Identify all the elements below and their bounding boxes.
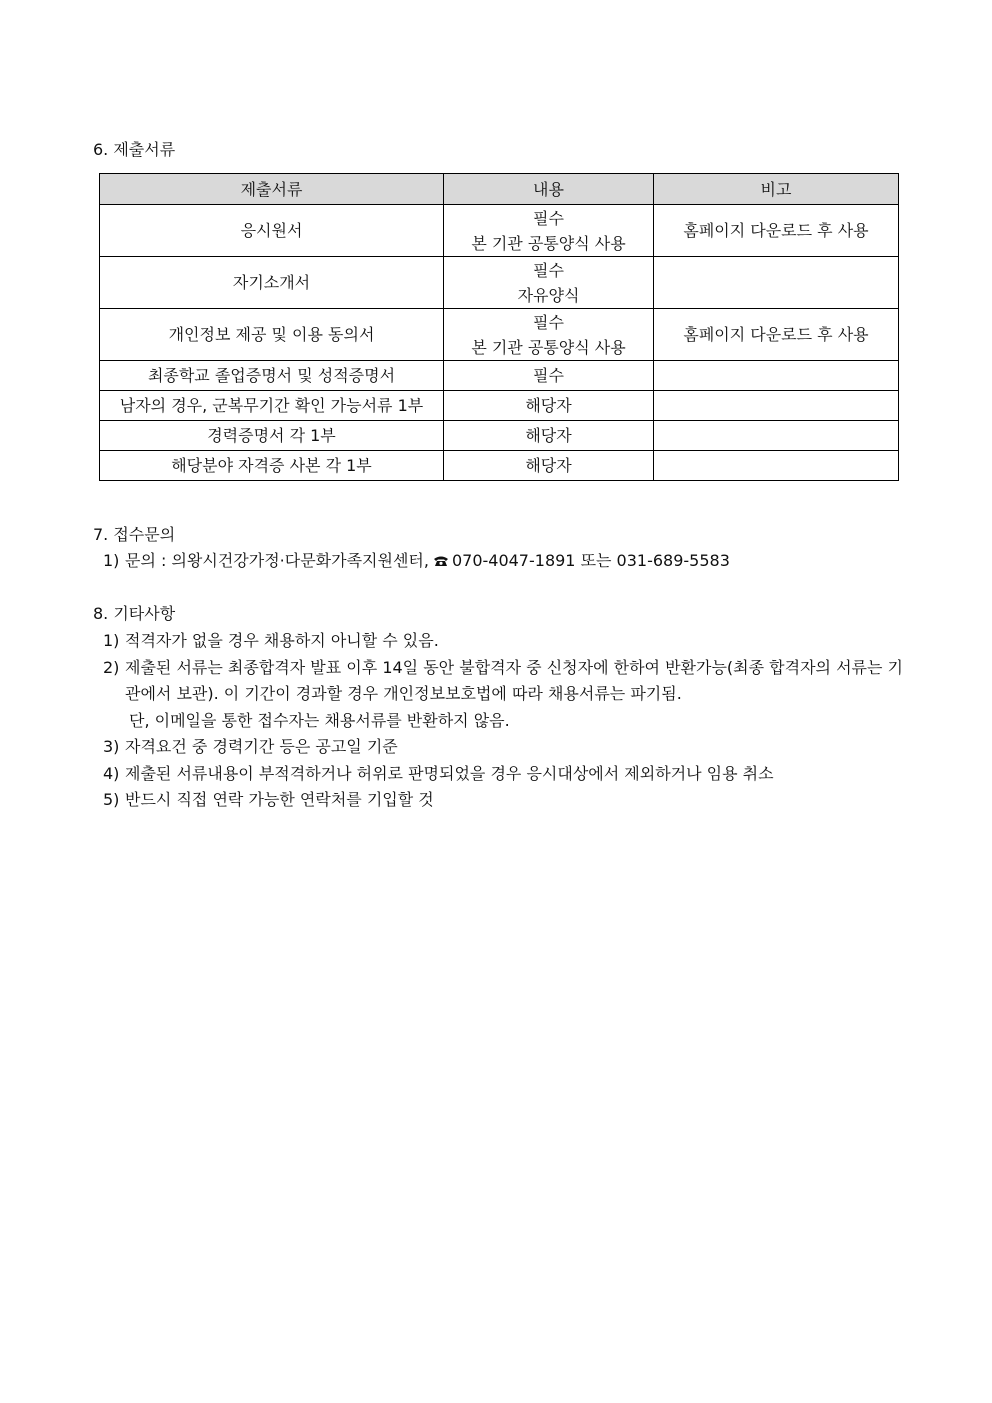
inquiry-center-text: 문의 : 의왕시건강가정·다문화가족지원센터,: [125, 551, 429, 570]
table-header-row: [100, 174, 899, 205]
content-line: 필수: [533, 260, 564, 280]
cell-note: 홈페이지 다운로드 후 사용: [654, 309, 899, 361]
item-number: 5): [103, 790, 120, 809]
table-row: [100, 257, 899, 309]
inquiry-list: [103, 548, 903, 575]
table-row: [100, 421, 899, 451]
item-number: 2): [103, 657, 120, 677]
cell-document: 남자의 경우, 군복무기간 확인 가능서류 1부: [100, 391, 444, 421]
cell-note: 홈페이지 다운로드 후 사용: [654, 205, 899, 257]
item-text: 제출된 서류는 최종합격자 발표 이후 14일 동안 불합격자 중 신청자에 한하여 반환가능(최종 합격자의 서류는 기관에서 보관). 이 기간이 경과할 경우 개인정보보호법에 따라 채용서류는 파기됨.: [125, 657, 903, 703]
header-document: 제출서류: [100, 174, 444, 205]
list-item: [103, 761, 903, 788]
cell-content: 해당자: [444, 451, 654, 481]
cell-content: [444, 205, 654, 257]
cell-document: 응시원서: [100, 205, 444, 257]
phone-numbers: 070-4047-1891 또는 031-689-5583: [451, 551, 730, 570]
list-item: [103, 655, 903, 735]
item-text: 자격요건 중 경력기간 등은 공고일 기준: [125, 737, 398, 756]
inquiry-contact: [125, 548, 903, 575]
cell-content: 해당자: [444, 391, 654, 421]
content-line: 본 기관 공통양식 사용: [471, 233, 626, 253]
list-item: [103, 734, 903, 761]
cell-note: [654, 451, 899, 481]
item-number: 4): [103, 763, 120, 783]
item-number: 1): [103, 551, 120, 570]
cell-content: [444, 257, 654, 309]
table-row: [100, 391, 899, 421]
cell-content: [444, 309, 654, 361]
other-matters-list: [103, 628, 903, 814]
cell-content: 필수: [444, 361, 654, 391]
cell-document: 개인정보 제공 및 이용 동의서: [100, 309, 444, 361]
cell-document: 최종학교 졸업증명서 및 성적증명서: [100, 361, 444, 391]
submission-documents-table: [99, 173, 899, 481]
cell-note: [654, 257, 899, 309]
item-text: 제출된 서류내용이 부적격하거나 허위로 판명되었을 경우 응시대상에서 제외하거나 임용 취소: [125, 763, 774, 783]
item-subtext: 단, 이메일을 통한 접수자는 채용서류를 반환하지 않음.: [129, 710, 510, 730]
content-line: 본 기관 공통양식 사용: [471, 337, 626, 357]
item-number: 1): [103, 631, 120, 650]
cell-document: 경력증명서 각 1부: [100, 421, 444, 451]
cell-document: 해당분야 자격증 사본 각 1부: [100, 451, 444, 481]
phone-icon: [433, 555, 449, 567]
table-row: [100, 309, 899, 361]
table-row: [100, 451, 899, 481]
cell-note: [654, 421, 899, 451]
section-title-submission-documents: 6. 제출서류: [93, 140, 176, 159]
item-text: 적격자가 없을 경우 채용하지 아니할 수 있음.: [125, 631, 439, 650]
cell-note: [654, 361, 899, 391]
table-row: [100, 361, 899, 391]
section-title-other-matters: 8. 기타사항: [93, 604, 176, 623]
cell-content: 해당자: [444, 421, 654, 451]
cell-note: [654, 391, 899, 421]
content-line: 필수: [533, 312, 564, 332]
list-item: [103, 628, 903, 655]
item-text: 반드시 직접 연락 가능한 연락처를 기입할 것: [125, 790, 434, 809]
content-line: 필수: [533, 208, 564, 228]
content-line: 자유양식: [517, 285, 580, 305]
section-title-inquiry: 7. 접수문의: [93, 525, 176, 544]
item-number: 3): [103, 737, 120, 756]
header-note: 비고: [654, 174, 899, 205]
cell-document: 자기소개서: [100, 257, 444, 309]
table-row: [100, 205, 899, 257]
list-item: [103, 548, 903, 575]
list-item: [103, 787, 903, 814]
header-content: 내용: [444, 174, 654, 205]
